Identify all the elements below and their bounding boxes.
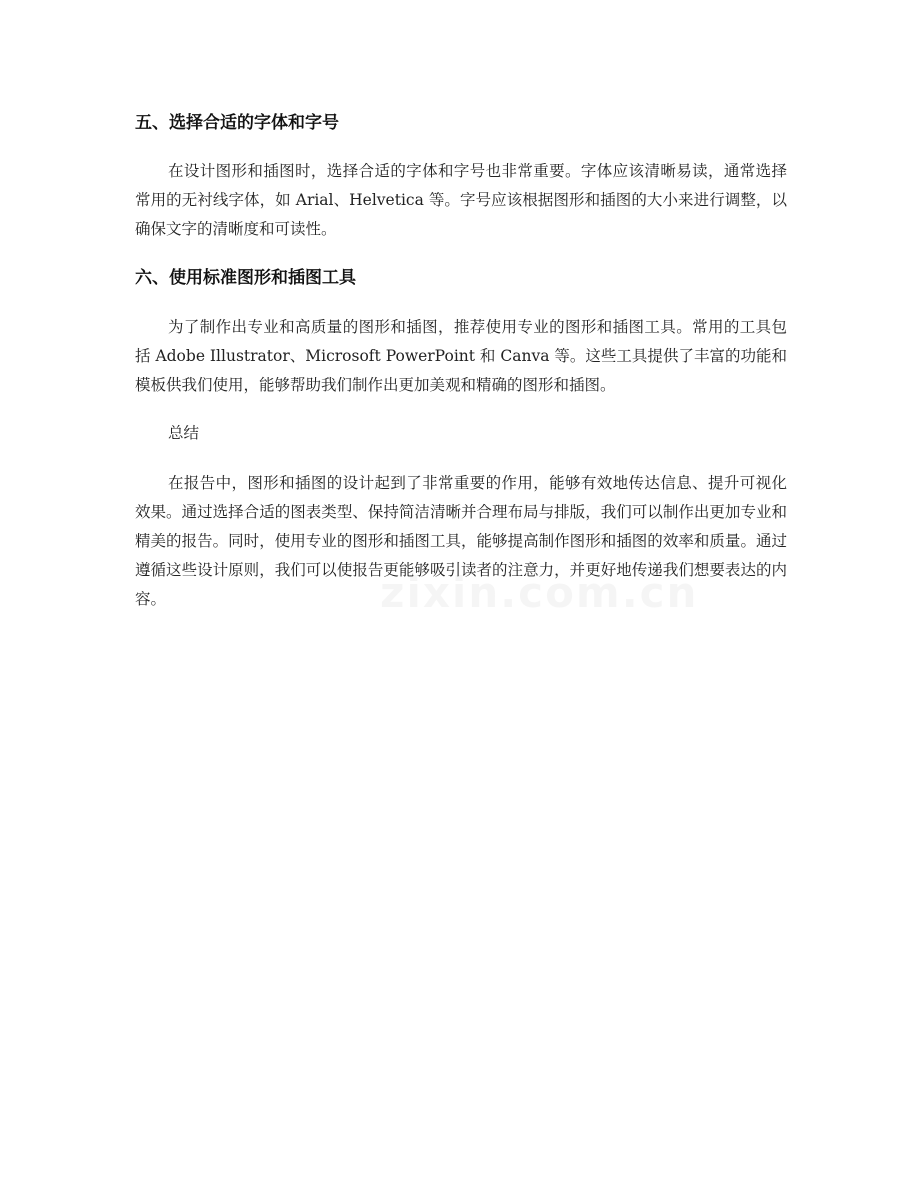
summary-paragraph: 在报告中，图形和插图的设计起到了非常重要的作用，能够有效地传达信息、提升可视化效果。通过选择合适的图表类型、保持简洁清晰并合理布局与排版，我们可以制作出更加专业和精美的报告。同时，使用专业的图形和插图工具，能够提高制作图形和插图的效率和质量。通过遵循这些设计原则，我们可以使报告更能够吸引读者的注意力，并更好地传递我们想要表达的内容。 [135, 474, 787, 608]
section-paragraph-6: 为了制作出专业和高质量的图形和插图，推荐使用专业的图形和插图工具。常用的工具包括 Adobe Illustrator、Microsoft PowerPoint 和 Canva 等。这些工具提供了丰富的功能和模板供我们使用，能够帮助我们制作出更加美观和精确的图形和插图。 [135, 318, 787, 394]
document-body [135, 108, 787, 614]
watermark-logo [380, 568, 698, 617]
section-heading-5: 五、选择合适的字体和字号 [135, 113, 339, 133]
section-paragraph-5: 在设计图形和插图时，选择合适的字体和字号也非常重要。字体应该清晰易读，通常选择常用的无衬线字体，如 Arial、Helvetica 等。字号应该根据图形和插图的大小来进行调整，以确保文字的清晰度和可读性。 [135, 162, 787, 238]
summary-label: 总结 [168, 424, 200, 442]
section-heading-6: 六、使用标准图形和插图工具 [135, 268, 356, 288]
